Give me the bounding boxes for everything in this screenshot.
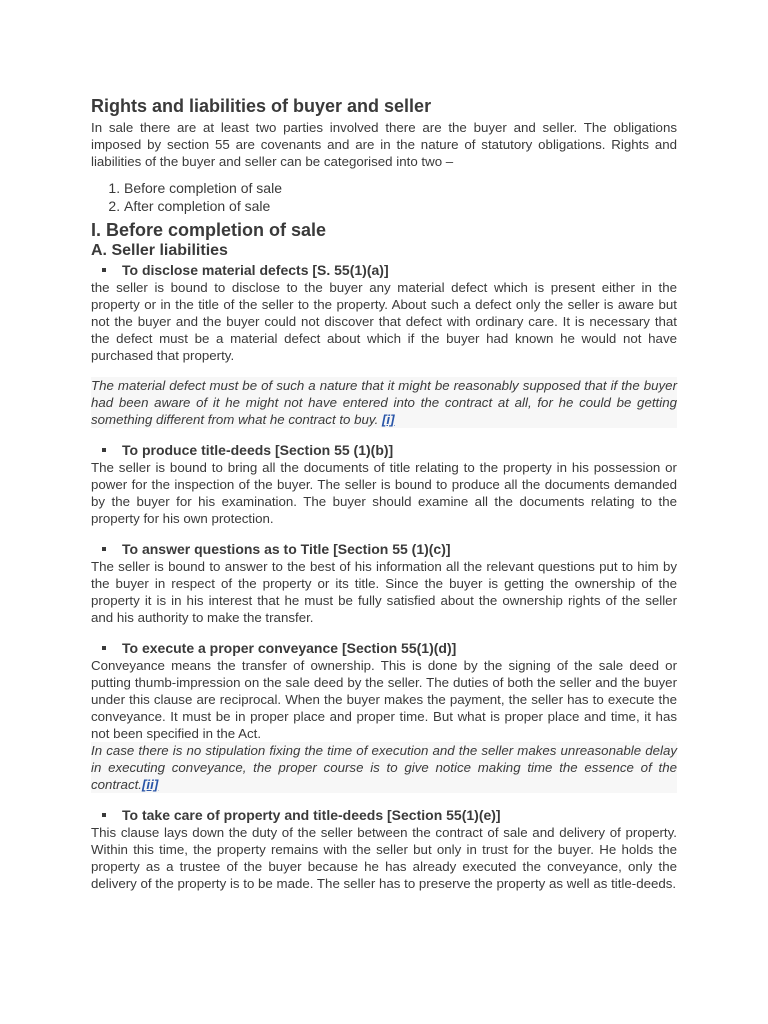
quote-text: In case there is no stipulation fixing the time of execution and the seller makes unreasonable delay in executing conveyance, the proper course is to give notice making time the essence of the contract. [91,743,677,792]
item-quote [91,377,677,428]
list-item: 2. After completion of sale [124,197,677,215]
item-quote [91,742,677,793]
bullet-icon [102,547,106,551]
subsection-title: A. Seller liabilities [91,242,228,259]
item-heading [91,806,677,824]
category-list [91,179,677,215]
bullet-icon [102,268,106,272]
page-title: Rights and liabilities of buyer and seller [91,96,432,116]
item-body: The seller is bound to answer to the best of his information all the relevant questions put to him by the buyer in respect of the property or its title. Since the buyer is getting the ownership of the property it is in his interest that he must be fully satisfied about the ownership rights of the seller and his authority to make the transfer. [91,559,677,625]
quote-text: The material defect must be of such a nature that it might be reasonably supposed that if the buyer had been aware of it he might not have entered into the contract at all, for he could be getting something different from what he contract to buy. [91,378,677,427]
item-body: Conveyance means the transfer of ownership. This is done by the signing of the sale deed or putting thumb-impression on the sale deed by the seller. The duties of both the seller and the buyer under this clause are reciprocal. When the buyer makes the payment, the seller has to execute the conveyance. It must be in proper place and proper time. But what is proper place and time, it has not been specified in the Act. [91,658,677,741]
intro-paragraph: In sale there are at least two parties involved there are the buyer and seller. The obligations imposed by section 55 are covenants and are in the nature of statutory obligations. Rights and liabilities of the buyer and seller can be categorised into two – [91,120,677,169]
list-item: 1. Before completion of sale [124,179,677,197]
item-body: the seller is bound to disclose to the buyer any material defect which is present either in the property or in the title of the seller to the property. About such a defect only the seller is aware but not the buyer and the buyer could not discover that defect with ordinary care. It is necessary that the defect must be a material defect about which if the buyer had known he would not have purchased that property. [91,280,677,363]
item-body: This clause lays down the duty of the seller between the contract of sale and delivery of property. Within this time, the property remains with the seller but only in trust for the buyer. He holds the property as a trustee of the buyer because he has already executed the conveyance, only the delivery of the property is to be made. The seller has to preserve the property as well as title-deeds. [91,825,677,891]
item-heading [91,261,677,279]
item-heading-text: To answer questions as to Title [Section 55 (1)(c)] [122,541,451,557]
bullet-icon [102,813,106,817]
footnote-link[interactable]: [ii] [142,777,159,792]
section-title: I. Before completion of sale [91,220,327,240]
item-heading-text: To execute a proper conveyance [Section 55(1)(d)] [122,640,457,656]
bullet-icon [102,448,106,452]
item-body: The seller is bound to bring all the documents of title relating to the property in his possession or power for the inspection of the buyer. The seller is bound to produce all the documents demanded by the buyer for his examination. The buyer should examine all the documents relating to the property for his own protection. [91,460,677,526]
document-page [91,95,677,892]
item-heading-text: To disclose material defects [S. 55(1)(a)] [122,262,389,278]
bullet-icon [102,646,106,650]
item-heading [91,441,677,459]
footnote-link[interactable]: [i] [381,412,395,427]
item-heading-text: To produce title-deeds [Section 55 (1)(b)] [122,442,394,458]
item-heading-text: To take care of property and title-deeds [Section 55(1)(e)] [122,807,501,823]
item-heading [91,540,677,558]
item-heading [91,639,677,657]
